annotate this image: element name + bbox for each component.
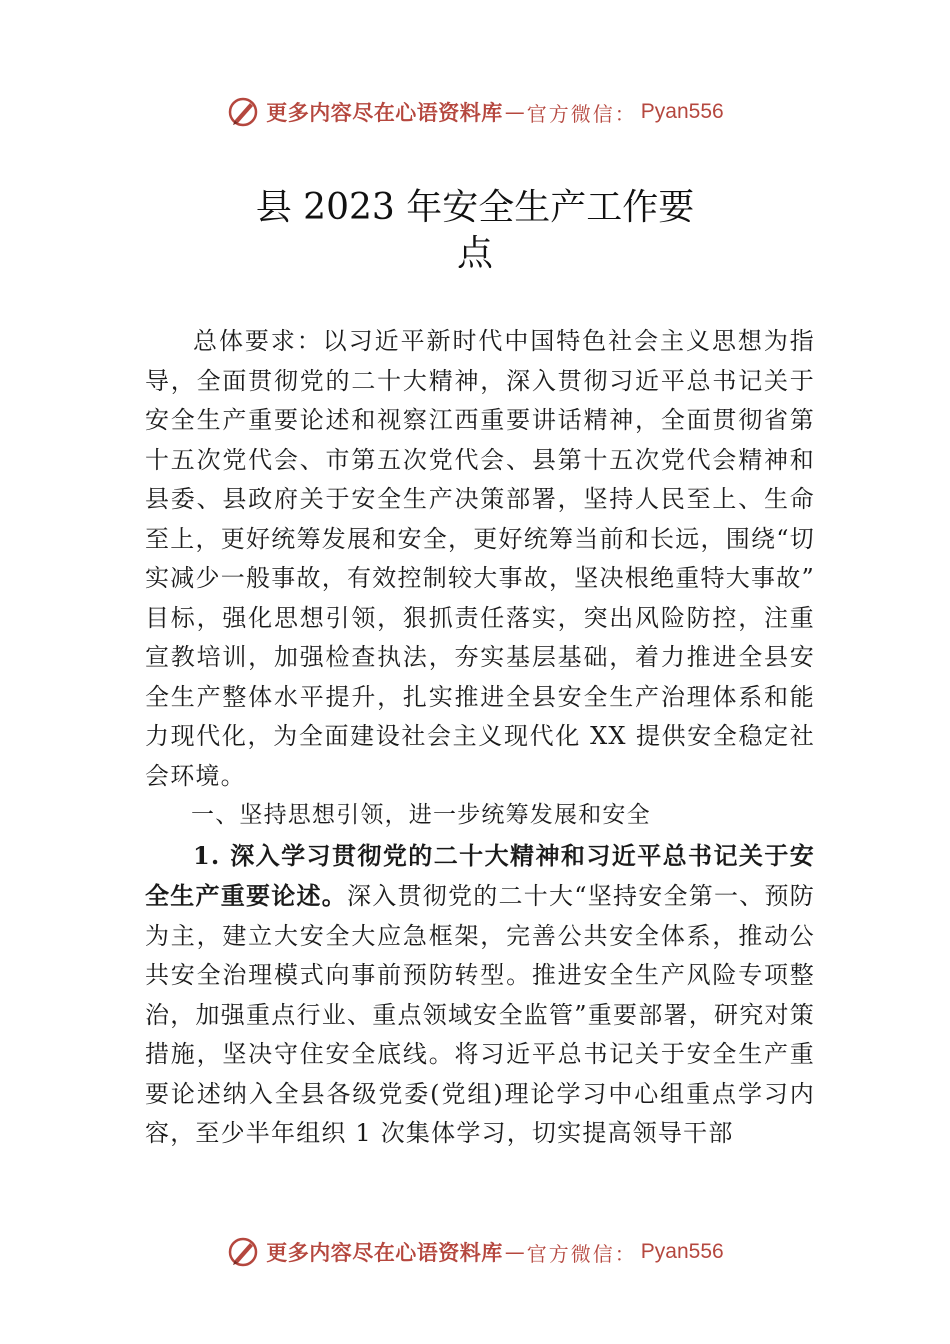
promo-text: 更多内容尽在心语资料库: [266, 1240, 503, 1265]
footer-banner: [0, 1232, 950, 1272]
document-title: [0, 185, 950, 277]
title-line-1: 县 2023 年安全生产工作要: [255, 187, 695, 228]
pen-logo-icon: [226, 1235, 260, 1269]
official-label: 官方微信：: [526, 1241, 637, 1266]
title-line-2: 点: [456, 233, 493, 274]
official-label: 官方微信：: [526, 101, 637, 126]
item-1-text: 深入贯彻党的二十大“坚持安全第一、预防为主，建立大安全大应急框架，完善公共安全体系，推动公共安全治理模式向事前预防转型。推进安全生产风险专项整治，加强重点行业、重点领域安全监管”重要部署，研究对策措施，坚决守住安全底线。将习近平总书记关于安全生产重要论述纳入全县各级党委(党组)理论学习中心组重点学习内容，至少半年组织 1 次集体学习，切实提高领导干部: [145, 882, 815, 1147]
dash: —: [504, 1240, 525, 1264]
pen-logo-icon: [226, 95, 260, 129]
item-1-heading: 1. 深入学习贯彻党的二十大精神和习近平总书记关于安全生产重要论述。: [145, 840, 815, 910]
dash: —: [504, 100, 525, 124]
header-banner: [0, 92, 950, 132]
section-heading: 一、坚持思想引领，进一步统筹发展和安全: [191, 802, 651, 828]
document-body: [145, 322, 815, 1154]
wechat-id: Pyan556: [640, 1240, 724, 1263]
intro-paragraph: 总体要求：以习近平新时代中国特色社会主义思想为指导，全面贯彻党的二十大精神，深入贯彻习近平总书记关于安全生产重要论述和视察江西重要讲话精神，全面贯彻省第十五次党代会、市第五次党代会、县第十五次党代会精神和县委、县政府关于安全生产决策部署，坚持人民至上、生命至上，更好统筹发展和安全，更好统筹当前和长远，围绕“切实减少一般事故，有效控制较大事故，坚决根绝重特大事故” 目标，强化思想引领，狠抓责任落实，突出风险防控，注重宣教培训，加强检查执法，夯实基层基础，着力推进全县安全生产整体水平提升，扎实推进全县安全生产治理体系和能力现代化，为全面建设社会主义现代化 XX 提供安全稳定社会环境。: [145, 327, 815, 790]
wechat-id: Pyan556: [640, 100, 724, 123]
promo-text: 更多内容尽在心语资料库: [266, 100, 503, 125]
item-1-paragraph: [145, 836, 815, 1154]
